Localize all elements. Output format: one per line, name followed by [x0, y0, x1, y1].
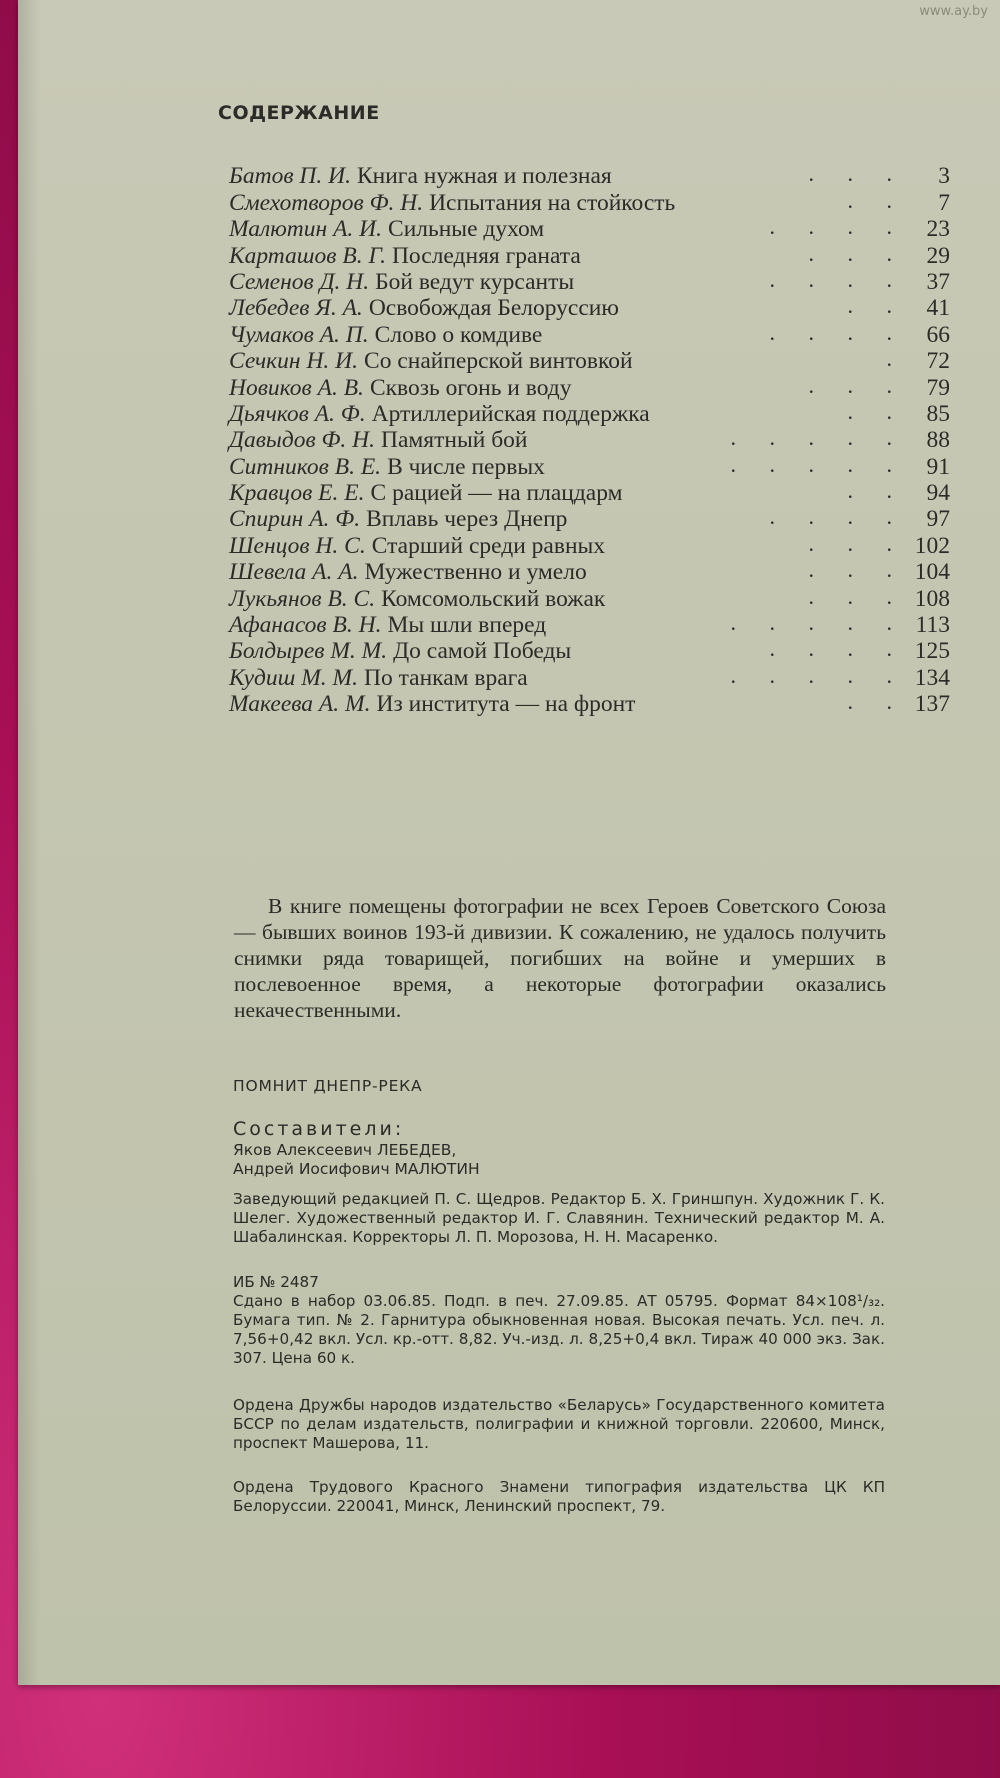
table-of-contents	[229, 163, 950, 717]
toc-entry	[229, 348, 950, 374]
toc-page: 125	[914, 638, 950, 665]
toc-leader: . . . . .	[730, 665, 906, 686]
toc-entry	[229, 506, 950, 532]
toc-leader: .	[886, 349, 906, 370]
printer-info: Ордена Трудового Красного Знамени типография издательства ЦК КП Белоруссии. 220041, Минск, Ленинский проспект, 79.	[233, 1478, 885, 1515]
toc-page: 102	[914, 532, 950, 559]
toc-leader: . . . . .	[730, 454, 906, 475]
toc-leader: . . .	[808, 560, 906, 581]
toc-page: 137	[914, 691, 950, 718]
toc-page: 108	[914, 585, 950, 612]
toc-entry	[229, 216, 950, 242]
toc-page: 88	[926, 427, 950, 454]
toc-title: Мужественно и умело	[364, 559, 587, 586]
toc-title: В числе первых	[387, 453, 545, 480]
toc-title: Сквозь огонь и воду	[369, 374, 572, 401]
toc-title: Освобождая Белоруссию	[368, 295, 619, 322]
publisher-info: Ордена Дружбы народов издательство «Беларусь» Государственного комитета БССР по делам издательств, полиграфии и книжной торговли. 220600, Минск, проспект Машерова, 11.	[233, 1396, 885, 1452]
toc-author: Спирин А. Ф.	[229, 506, 361, 533]
toc-author: Шевела А. А.	[229, 559, 359, 586]
toc-author: Шенцов Н. С.	[229, 532, 366, 559]
toc-leader: . .	[847, 296, 906, 317]
toc-title: Последняя граната	[391, 242, 581, 269]
toc-entry	[229, 453, 950, 479]
toc-title: Вплавь через Днепр	[366, 506, 568, 533]
toc-title: Слово о комдиве	[374, 321, 543, 348]
toc-entry	[229, 532, 950, 558]
toc-title: Бой ведут курсанты	[375, 268, 575, 295]
toc-entry	[229, 691, 950, 717]
toc-leader: . . .	[808, 243, 906, 264]
toc-author: Малютин А. И.	[229, 216, 383, 243]
toc-page: 104	[914, 559, 950, 586]
watermark: www.ay.by	[919, 4, 988, 19]
toc-entry	[229, 480, 950, 506]
toc-author: Семенов Д. Н.	[229, 268, 370, 295]
toc-author: Афанасов В. Н.	[229, 612, 382, 639]
toc-author: Кравцов Е. Е.	[229, 480, 365, 507]
compilers-label: Составители:	[233, 1118, 405, 1140]
ib-number: ИБ № 2487	[233, 1273, 319, 1291]
toc-page: 91	[926, 453, 950, 480]
toc-author: Смехотворов Ф. Н.	[229, 189, 424, 216]
toc-leader: . . .	[808, 375, 906, 396]
toc-page: 66	[926, 321, 950, 348]
page-fold-shadow	[18, 0, 40, 1685]
toc-leader: . . . . .	[730, 428, 906, 449]
toc-author: Чумаков А. П.	[229, 321, 369, 348]
toc-page: 85	[926, 400, 950, 427]
toc-leader: . . .	[808, 164, 906, 185]
toc-entry	[229, 612, 950, 638]
production-details: Сдано в набор 03.06.85. Подп. в печ. 27.09.85. АТ 05795. Формат 84×108¹/₃₂. Бумага тип. № 2. Гарнитура обыкновенная новая. Высокая печать. Усл. печ. л. 7,56+0,42 вкл. Усл. кр.-отт. 8,82. Уч.-изд. л. 8,25+0,4 вкл. Тираж 40 000 экз. Зак. 307. Цена 60 к.	[233, 1292, 885, 1367]
toc-entry	[229, 269, 950, 295]
toc-entry	[229, 401, 950, 427]
toc-entry	[229, 374, 950, 400]
toc-title: Испытания на стойкость	[429, 189, 676, 216]
toc-author: Ситников В. Е.	[229, 453, 382, 480]
toc-page: 41	[926, 295, 950, 322]
toc-title: Артиллерийская поддержка	[371, 400, 650, 427]
editorial-staff: Заведующий редакцией П. С. Щедров. Редактор Б. Х. Гриншпун. Художник Г. К. Шелег. Художественный редактор И. Г. Славянин. Технический редактор М. А. Шабалинская. Корректоры Л. П. Морозова, Н. Н. Масаренко.	[233, 1190, 885, 1246]
toc-page: 134	[914, 664, 950, 691]
toc-leader: . .	[847, 401, 906, 422]
toc-title: До самой Победы	[393, 638, 572, 665]
toc-title: По танкам врага	[364, 664, 528, 691]
toc-page: 72	[926, 348, 950, 375]
toc-entry	[229, 559, 950, 585]
contents-title: СОДЕРЖАНИЕ	[218, 102, 380, 124]
toc-entry	[229, 585, 950, 611]
toc-title: Из института — на фронт	[376, 691, 636, 718]
toc-page: 97	[926, 506, 950, 533]
toc-author: Лебедев Я. А.	[229, 295, 363, 322]
toc-page: 3	[938, 163, 950, 190]
toc-author: Макеева А. М.	[229, 691, 371, 718]
compiler-name: Яков Алексеевич ЛЕБЕДЕВ,	[233, 1141, 457, 1159]
book-title: ПОМНИТ ДНЕПР-РЕКА	[233, 1077, 423, 1095]
toc-entry	[229, 664, 950, 690]
toc-author: Карташов В. Г.	[229, 242, 386, 269]
toc-page: 79	[926, 374, 950, 401]
toc-entry	[229, 163, 950, 189]
toc-page: 29	[926, 242, 950, 269]
toc-leader: . . . .	[769, 217, 906, 238]
toc-author: Давыдов Ф. Н.	[229, 427, 376, 454]
toc-page: 94	[926, 480, 950, 507]
toc-entry	[229, 321, 950, 347]
toc-title: С рацией — на плацдарм	[370, 480, 623, 507]
toc-leader: . . .	[808, 533, 906, 554]
toc-page: 23	[926, 216, 950, 243]
toc-page: 7	[938, 189, 950, 216]
toc-leader: . .	[847, 481, 906, 502]
toc-title: Сильные духом	[388, 216, 545, 243]
toc-author: Батов П. И.	[229, 163, 351, 190]
toc-leader: . . . .	[769, 507, 906, 528]
toc-title: Книга нужная и полезная	[356, 163, 612, 190]
photo-note: В книге помещены фотографии не всех Героев Советского Союза — бывших воинов 193-й дивизии. К сожалению, не удалось получить снимки ряда товарищей, погибших на войне и умерших в послевоенное время, а некоторые фотографии оказались некачественными.	[234, 894, 886, 1022]
toc-title: Мы шли вперед	[387, 612, 547, 639]
toc-entry	[229, 189, 950, 215]
toc-author: Новиков А. В.	[229, 374, 364, 401]
toc-leader: . .	[847, 692, 906, 713]
toc-leader: . . . .	[769, 639, 906, 660]
compiler-name: Андрей Иосифович МАЛЮТИН	[233, 1160, 480, 1178]
toc-entry	[229, 295, 950, 321]
toc-author: Сечкин Н. И.	[229, 348, 359, 375]
toc-title: Комсомольский вожак	[381, 585, 606, 612]
toc-title: Со снайперской винтовкой	[364, 348, 633, 375]
toc-author: Кудиш М. М.	[229, 664, 358, 691]
toc-author: Дьячков А. Ф.	[229, 400, 366, 427]
toc-leader: . . . .	[769, 269, 906, 290]
toc-title: Старший среди равных	[371, 532, 606, 559]
toc-author: Лукьянов В. С.	[229, 585, 376, 612]
toc-entry	[229, 242, 950, 268]
toc-author: Болдырев М. М.	[229, 638, 388, 665]
toc-leader: . . . . .	[730, 613, 906, 634]
toc-leader: . . .	[808, 586, 906, 607]
toc-page: 37	[926, 268, 950, 295]
toc-entry	[229, 638, 950, 664]
toc-leader: . . . .	[769, 322, 906, 343]
toc-title: Памятный бой	[381, 427, 528, 454]
toc-entry	[229, 427, 950, 453]
toc-page: 113	[915, 612, 950, 639]
toc-leader: . .	[847, 190, 906, 211]
